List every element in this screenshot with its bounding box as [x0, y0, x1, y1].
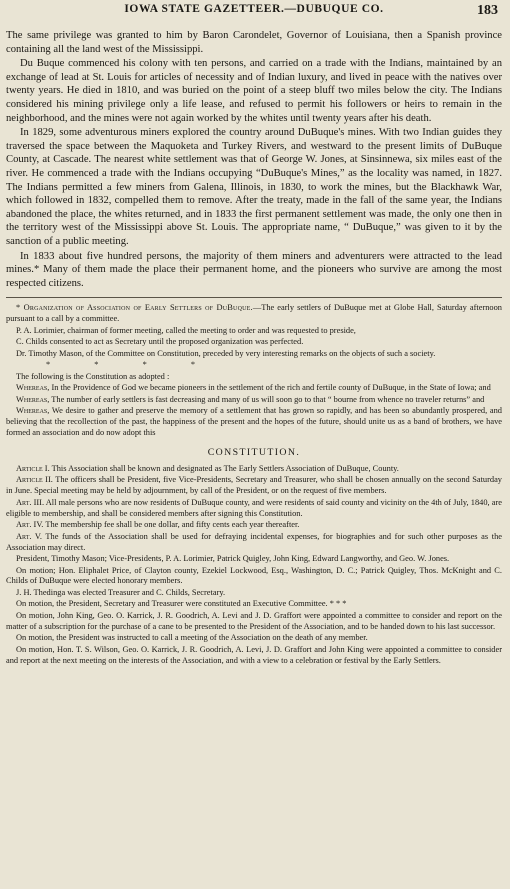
whereas-lead: Whereas, — [16, 383, 50, 393]
minutes-line: On motion; Hon. Eliphalet Price, of Clayton county, Ezekiel Lockwood, Esq., Washington, D. C.; Patrick Quigley, Thos. McKnight and C. Childs of DuBuque were elected honorary members. — [6, 565, 502, 586]
paragraph: In 1833 about five hundred persons, the majority of them miners and adventurers were attracted to the lead mines.* Many of them made the place their permanent home, and the pioneers who survive are among the most respected citizens. — [6, 250, 502, 289]
minutes-line: On motion, the President, Secretary and Treasurer were constituted an Executive Committee. * * * — [16, 599, 347, 609]
article-text: The funds of the Association shall be used for defraying incidental expenses, for biographies and for such other purposes as the Association may direct. — [6, 531, 502, 552]
whereas-text: In the Providence of God we became pioneers in the settlement of the rich and fertile county of DuBuque, in the State of Iowa; and — [49, 383, 491, 393]
article-lead: Article II. — [16, 475, 53, 485]
footnote-line: C. Childs consented to act as Secretary until the proposed organization was perfected. — [16, 337, 304, 347]
constitution-heading: CONSTITUTION. — [207, 446, 301, 458]
article-text: The officers shall be President, five Vice-Presidents, Secretary and Treasurer, who shall be chosen annually on the second Saturday in June. Special meeting may be held by adjournment, by call of the President, or on the request of five members. — [6, 475, 502, 496]
minutes-line: On motion, Hon. T. S. Wilson, Geo. O. Karrick, J. R. Goodrich, A. Levi, J. D. Graffort and John King were appointed a committee to consider and report at the next meeting on the interests of the Association, and with a view to a celebration or festival by the Early Settlers. — [6, 644, 502, 665]
whereas-clause — [6, 406, 502, 439]
footnote-divider — [6, 297, 502, 298]
paragraph: The same privilege was granted to him by Baron Carondelet, Governor of Louisiana, then a Spanish province containing all the land west of the Mississippi. — [6, 30, 502, 55]
article — [6, 498, 502, 520]
main-text — [6, 29, 502, 290]
minutes-line: J. H. Thedinga was elected Treasurer and C. Childs, Secretary. — [16, 587, 226, 597]
whereas-text: We desire to gather and preserve the memory of a settlement that has grown so rapidly, and has been so abundantly prospered, and believing that the recollection of the past, the happiness of the present and the hopes of the future, should unite us as a band of brothers, we have formed an association and do now adopt this — [6, 406, 502, 437]
ellipsis-stars: * * * * — [46, 360, 196, 370]
paragraph: In 1829, some adventurous miners explored the country around DuBuque's mines. With two Indian guides they traversed the space between the Maquoketa and Turkey Rivers, and westward to the present limits of DuBuque County, at Cascade. The nearest white settlement was that of George W. Jones, at Sinsinnewa, six miles east of the river. He commenced a trade with the Indians occupying “DuBuque's Mines,” as the locality was named, in 1827. The Indians permitted a few miners from Galena, Illinois, in 1830, to work the mines, but the Blackhawk War, which followed in 1832, compelled them to remove. After the treaty, made in the fall of the same year, the Indians abandoned the place, the whites returned, and in 1833 the first permanent settlement was made, the only one then in the territory west of the Mississippi above St. Louis. The appropriate name, “ DuBuque,” was given to it by the sanction of a public meeting. — [6, 127, 502, 247]
page-number: 183 — [477, 3, 498, 18]
article-lead: Art. V. — [16, 531, 42, 541]
whereas-lead: Whereas, — [16, 406, 50, 416]
footnote-heading — [6, 303, 502, 325]
article — [6, 475, 502, 497]
minutes-line: On motion, John King, Geo. O. Karrick, J. R. Goodrich, A. Levi and J. D. Graffort were appointed a committee to consider and report on the matter of a subscription for the purchase of a cane to be presented to the President of the Association, and to be handed down to his last successor. — [6, 610, 502, 631]
footnote-line: P. A. Lorimier, chairman of former meeting, called the meeting to order and was requested to preside, — [16, 325, 356, 335]
footnote-line: Dr. Timothy Mason, of the Committee on Constitution, preceded by very interesting remarks on the objects of such a society. — [16, 348, 436, 358]
whereas-clause — [6, 395, 502, 406]
whereas-lead: Whereas, — [16, 394, 50, 404]
article-lead: Art. III. — [16, 497, 45, 507]
article — [6, 532, 502, 554]
article-text: All male persons who are now residents of DuBuque county, and were residents of said county and vicinity on the 4th of July, 1840, are eligible to membership, and shall be considered members after signing this Constitution. — [6, 497, 502, 518]
footnote — [6, 303, 502, 666]
article-lead: Article I. — [16, 463, 50, 473]
article-text: The membership fee shall be one dollar, and fifty cents each year thereafter. — [43, 520, 300, 530]
paragraph: Du Buque commenced his colony with ten persons, and carried on a trade with the Indians, maintained by an exchange of lead at St. Louis for articles of necessity and of Indian luxury, and lived in peace with the natives over twenty years. He died in 1810, and was buried on the point of a steep bluff two miles below the city. The Indians considered his mining privilege only a life lease, and refused to permit his followers or heirs to remain in the neighborhood, and the mines were not again worked by the whites until twenty years after his death. — [6, 58, 502, 124]
article-lead: Art. IV. — [16, 520, 44, 530]
footnote-title: * Organization of Association of Early Settlers of DuBuque. — [16, 303, 253, 313]
running-title: IOWA STATE GAZETTEER.—DUBUQUE CO. — [124, 3, 384, 15]
footnote-intro: —The early settlers of DuBuque met at Globe Hall, Saturday afternoon pursuant to a call by a committee. — [6, 303, 502, 324]
article — [6, 464, 502, 475]
whereas-text: The number of early settlers is fast decreasing and many of us will soon go to that “ bourne from whence no traveler returns” and — [49, 394, 485, 404]
minutes-line: President, Timothy Mason; Vice-Presidents, P. A. Lorimier, Patrick Quigley, John King, Edward Langworthy, and Geo. W. Jones. — [16, 554, 450, 564]
minutes-line: On motion, the President was instructed to call a meeting of the Association on the death of any member. — [16, 633, 368, 643]
constitution-intro: The following is the Constitution as adopted : — [16, 371, 170, 381]
article — [6, 520, 502, 531]
article-text: This Association shall be known and designated as The Early Settlers Association of DuBuque, County. — [49, 463, 399, 473]
running-header — [6, 3, 502, 19]
whereas-clause — [6, 383, 502, 394]
